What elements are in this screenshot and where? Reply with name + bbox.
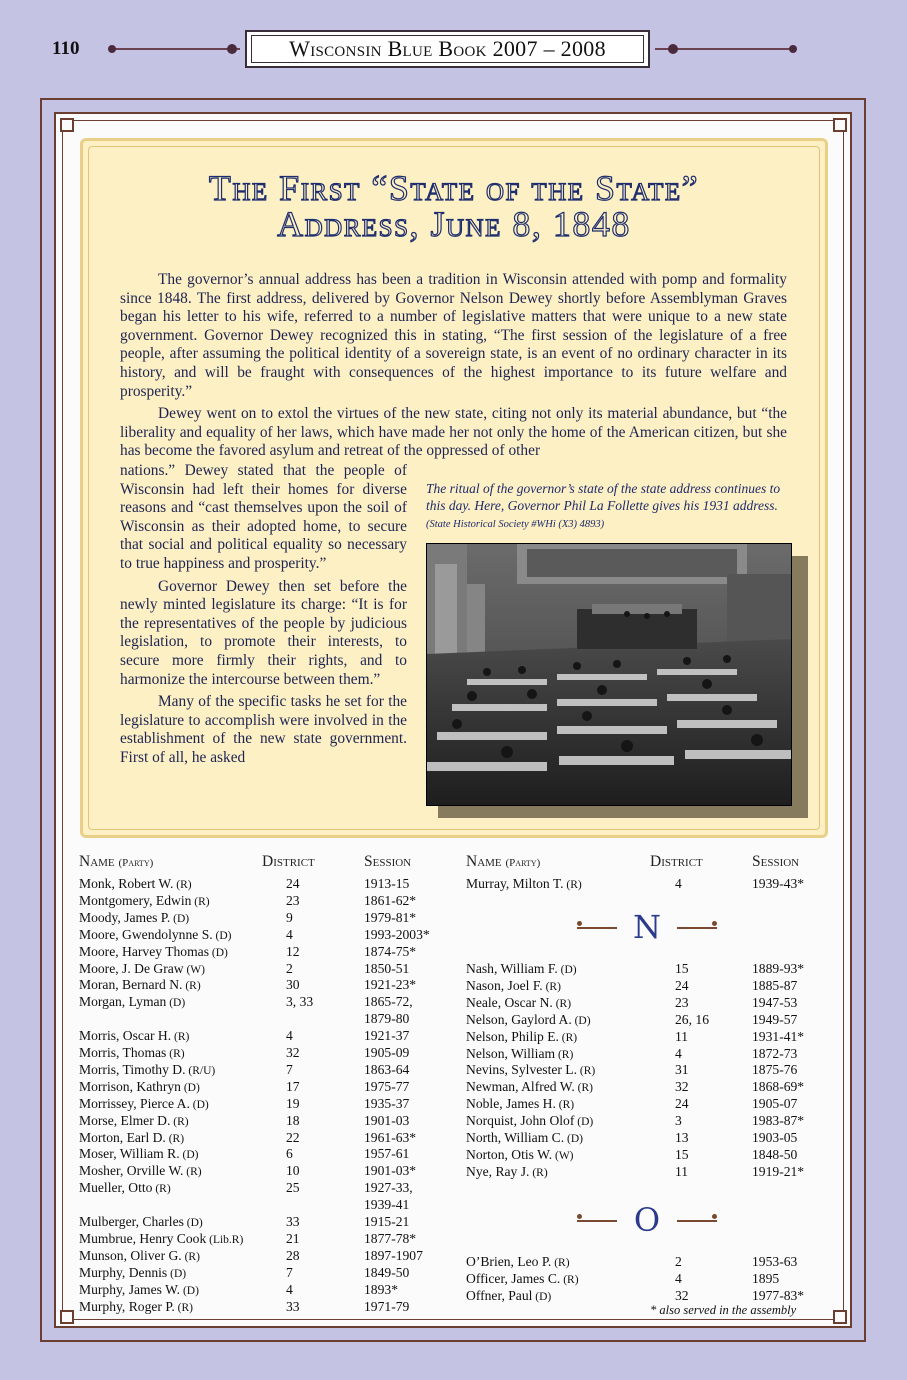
session-value: 1901-03* bbox=[364, 1163, 417, 1179]
legislator-name: Morgan, Lyman bbox=[79, 994, 167, 1010]
photo-illustration bbox=[427, 544, 791, 805]
party-label: (D) bbox=[189, 1098, 209, 1111]
district-value: 31 bbox=[675, 1062, 689, 1078]
paragraph: Governor Dewey then set before the newly minted legislature its charge: “It is for the representatives of the people by judicious legislation, to promote their interests, to secure more firmly their rights, and to harmonize the intercourse between them.” bbox=[120, 577, 407, 688]
session-value: 1861-62* bbox=[364, 892, 417, 908]
table-row bbox=[79, 1163, 417, 1181]
district-value: 7 bbox=[286, 1264, 293, 1280]
session-value: 1848-50 bbox=[752, 1146, 798, 1162]
district-value: 24 bbox=[675, 1096, 689, 1112]
table-row bbox=[79, 892, 417, 911]
session-value: 1927-33, bbox=[364, 1180, 413, 1196]
legislator-name: Mumbrue, Henry Cook bbox=[79, 1230, 207, 1246]
district-value: 9 bbox=[286, 909, 293, 925]
table-row bbox=[466, 1163, 805, 1182]
district-value: 32 bbox=[286, 1045, 300, 1060]
legislator-name: Officer, James C. bbox=[466, 1270, 561, 1286]
party-label: (R) bbox=[170, 1115, 189, 1128]
table-row bbox=[466, 1130, 798, 1148]
legislator-name: Morton, Earl D. bbox=[79, 1129, 166, 1145]
party-label: (R) bbox=[563, 879, 582, 891]
session-value: 1850-51 bbox=[364, 960, 410, 976]
legislator-name: Morris, Thomas bbox=[79, 1045, 167, 1060]
session-value: 1889-93* bbox=[752, 961, 805, 976]
header-ornament bbox=[108, 45, 116, 53]
table-row bbox=[466, 1270, 780, 1289]
district-value: 32 bbox=[675, 1079, 689, 1095]
table-row bbox=[79, 943, 417, 962]
district-value: 24 bbox=[286, 876, 300, 891]
district-value: 13 bbox=[675, 1130, 689, 1145]
party-label: (R) bbox=[165, 1132, 185, 1145]
party-label: (R) bbox=[542, 980, 561, 993]
session-value: 1903-05 bbox=[752, 1130, 798, 1145]
party-label: (R) bbox=[558, 1031, 578, 1044]
legislator-name: Moser, William R. bbox=[79, 1146, 180, 1162]
table-row bbox=[79, 1180, 413, 1198]
paragraph: nations.” Dewey stated that the people of Wisconsin had left their homes for diverse reasons and “cast themselves upon the soil of Wisconsin as their adopted home, to secure that social and political equality so necessary to true happiness and prosperity.” bbox=[120, 462, 407, 572]
feature-body-column bbox=[120, 462, 407, 768]
party-label: (D) bbox=[179, 1149, 199, 1162]
legislator-name: Nelson, Philip E. bbox=[466, 1028, 559, 1044]
legislator-name: Murray, Milton T. bbox=[466, 876, 564, 891]
legislator-name: Munson, Oliver G. bbox=[79, 1247, 182, 1263]
session-value: 1893* bbox=[364, 1281, 398, 1297]
district-value: 3 bbox=[675, 1113, 682, 1129]
party-label: (D) bbox=[180, 1081, 200, 1094]
district-value: 18 bbox=[286, 1112, 300, 1128]
session-value: 1913-15 bbox=[364, 876, 410, 891]
party-label: (D) bbox=[209, 946, 228, 959]
party-label: (D) bbox=[212, 929, 232, 942]
district-value: 30 bbox=[286, 977, 300, 993]
legislator-name: Murphy, James W. bbox=[79, 1281, 181, 1297]
legislature-photo bbox=[426, 543, 792, 806]
legislator-name: Montgomery, Edwin bbox=[79, 892, 192, 908]
footnote: * also served in the assembly bbox=[650, 1303, 797, 1317]
session-value: 1971-79 bbox=[364, 1298, 410, 1314]
district-value: 26, 16 bbox=[675, 1011, 709, 1027]
party-label: (R) bbox=[529, 1166, 548, 1179]
table-row bbox=[466, 1146, 798, 1165]
party-label: (R) bbox=[555, 1099, 575, 1112]
feature-title-line2: Address, June 8, 1848 bbox=[277, 204, 631, 244]
legislator-name: Norquist, John Olof bbox=[466, 1113, 575, 1129]
table-row bbox=[466, 994, 798, 1013]
legislator-name: Morrison, Kathryn bbox=[79, 1078, 181, 1094]
district-value: 4 bbox=[286, 926, 293, 942]
party-label: (D) bbox=[167, 1267, 187, 1280]
district-value: 4 bbox=[675, 1270, 682, 1286]
party-label: (R) bbox=[555, 1048, 574, 1061]
party-label: (R) bbox=[171, 1031, 190, 1044]
party-label: (R) bbox=[166, 1048, 185, 1060]
district-value: 2 bbox=[675, 1254, 682, 1269]
legislator-name: Mulberger, Charles bbox=[79, 1214, 184, 1229]
district-value: 23 bbox=[675, 994, 689, 1010]
page-number: 110 bbox=[52, 38, 80, 59]
district-value: 33 bbox=[286, 1214, 300, 1229]
district-value: 28 bbox=[286, 1247, 300, 1263]
party-label: (R) bbox=[552, 997, 572, 1010]
district-value: 4 bbox=[286, 1028, 293, 1044]
feature-body-wide bbox=[120, 271, 787, 461]
district-value: 7 bbox=[286, 1061, 293, 1077]
district-value: 10 bbox=[286, 1163, 300, 1179]
table-row bbox=[79, 1281, 398, 1300]
table-row bbox=[79, 1214, 410, 1232]
session-value: 1863-64 bbox=[364, 1061, 410, 1077]
party-label: (W) bbox=[552, 1149, 574, 1162]
district-value: 15 bbox=[675, 961, 689, 976]
legislator-name: Moran, Bernard N. bbox=[79, 977, 183, 993]
party-label: (R) bbox=[152, 1183, 171, 1196]
session-value: 1993-2003* bbox=[364, 926, 430, 942]
feature-title bbox=[86, 170, 822, 242]
photo-caption bbox=[426, 480, 790, 533]
session-value: 1885-87 bbox=[752, 977, 798, 993]
frame-corner bbox=[60, 118, 74, 132]
session-value: 1949-57 bbox=[752, 1011, 798, 1027]
table-row bbox=[466, 1254, 798, 1272]
party-label: (R) bbox=[174, 1301, 194, 1314]
table-row bbox=[79, 1230, 417, 1249]
legislator-name: Murphy, Dennis bbox=[79, 1264, 168, 1280]
party-label: (R) bbox=[183, 1166, 202, 1179]
table-row bbox=[466, 1011, 798, 1030]
party-label: (D) bbox=[571, 1014, 591, 1027]
table-row bbox=[466, 1062, 798, 1080]
legislator-name: Norton, Otis W. bbox=[466, 1146, 553, 1162]
party-label: (R) bbox=[173, 879, 192, 891]
session-value: 1921-23* bbox=[364, 977, 417, 993]
paragraph: Dewey went on to extol the virtues of the new state, citing not only its material abundance, but “the liberality and equality of her laws, which have made her not only the home of the American citizen, but she has become the favored asylum and retreat of the oppressed of other bbox=[120, 405, 787, 460]
party-label: (D) bbox=[183, 1217, 203, 1229]
session-value: 1983-87* bbox=[752, 1113, 805, 1129]
party-label: (D) bbox=[180, 1284, 199, 1297]
table-row bbox=[79, 977, 417, 995]
legislator-name: Nelson, Gaylord A. bbox=[466, 1011, 572, 1027]
header-ornament bbox=[668, 44, 678, 54]
session-value: 1865-72, bbox=[364, 994, 413, 1010]
district-value: 22 bbox=[286, 1129, 300, 1145]
district-value: 4 bbox=[675, 876, 682, 891]
party-label: (R) bbox=[574, 1082, 593, 1095]
table-row bbox=[79, 1045, 410, 1063]
district-value: 23 bbox=[286, 892, 300, 908]
district-value: 24 bbox=[675, 977, 689, 993]
paragraph: Many of the specific tasks he set for the legislature to accomplish were involved in the establishment of the new state government. First of all, he asked bbox=[120, 693, 407, 766]
session-value: 1939-41 bbox=[364, 1197, 410, 1213]
column-header-name: Name (Party) bbox=[466, 853, 541, 870]
table-row bbox=[79, 994, 413, 1012]
district-value: 21 bbox=[286, 1230, 300, 1246]
session-value: 1895 bbox=[752, 1270, 780, 1286]
frame-corner bbox=[60, 1310, 74, 1324]
legislator-name: Morrissey, Pierce A. bbox=[79, 1095, 190, 1111]
district-value: 4 bbox=[286, 1281, 293, 1297]
table-row bbox=[79, 1247, 423, 1266]
table-row bbox=[79, 1112, 410, 1131]
district-value: 6 bbox=[286, 1146, 293, 1162]
table-row bbox=[466, 1096, 798, 1114]
section-letter-n: N bbox=[577, 908, 717, 946]
book-title: Wisconsin Blue Book 2007 – 2008 bbox=[245, 30, 650, 68]
session-value: 1919-21* bbox=[752, 1163, 805, 1179]
session-value: 1868-69* bbox=[752, 1079, 805, 1095]
session-value: 1935-37 bbox=[364, 1095, 410, 1111]
legislator-name: O’Brien, Leo P. bbox=[466, 1254, 552, 1269]
session-value: 1874-75* bbox=[364, 943, 417, 959]
session-value: 1905-09 bbox=[364, 1045, 410, 1060]
legislator-name: Mueller, Otto bbox=[79, 1180, 153, 1196]
paragraph: The governor’s annual address has been a tradition in Wisconsin attended with pomp and formality since 1848. The first address, delivered by Governor Nelson Dewey shortly before Assemblyman Graves began his letter to his wife, referred to a number of legislative matters that were unique to a new state government. Governor Dewey recognized this in stating, “The first session of the legislature of a free people, after assuming the political identity of a sovereign state, is an event of no ordinary character in its history, and will be fraught with consequences of the highest importance to its future welfare and prosperity.” bbox=[120, 271, 787, 400]
legislator-name: Monk, Robert W. bbox=[79, 876, 174, 891]
table-row bbox=[79, 960, 410, 979]
session-value: 1905-07 bbox=[752, 1096, 798, 1112]
header-rule-left bbox=[112, 48, 240, 50]
session-value: 1977-83* bbox=[752, 1287, 805, 1303]
caption-credit: (State Historical Society #WHi (X3) 4893) bbox=[426, 519, 605, 530]
district-value: 19 bbox=[286, 1095, 300, 1111]
legislator-name: Neale, Oscar N. bbox=[466, 994, 553, 1010]
session-value: 1915-21 bbox=[364, 1214, 410, 1229]
session-value: 1953-63 bbox=[752, 1254, 798, 1269]
party-label: (R) bbox=[560, 1273, 579, 1286]
column-header-district: District bbox=[262, 853, 315, 870]
table-row bbox=[466, 1287, 805, 1306]
table-row bbox=[79, 1028, 410, 1046]
district-value: 15 bbox=[675, 1146, 689, 1162]
section-letter-o: O bbox=[577, 1201, 717, 1239]
session-value: 1961-63* bbox=[364, 1129, 417, 1145]
district-value: 2 bbox=[286, 960, 293, 976]
session-value: 1957-61 bbox=[364, 1146, 410, 1162]
legislator-name: Mosher, Orville W. bbox=[79, 1163, 184, 1179]
legislator-name: Nash, William F. bbox=[466, 961, 558, 976]
frame-corner bbox=[833, 1310, 847, 1324]
legislator-name: Nelson, William bbox=[466, 1045, 556, 1061]
district-value: 11 bbox=[675, 1028, 689, 1044]
table-row bbox=[466, 1028, 805, 1047]
table-row bbox=[466, 1079, 805, 1097]
party-label: (R) bbox=[181, 1250, 200, 1263]
session-value: 1901-03 bbox=[364, 1112, 410, 1128]
district-value: 32 bbox=[675, 1287, 689, 1303]
table-row bbox=[79, 1129, 417, 1148]
table-row bbox=[79, 926, 430, 945]
legislator-name: Morse, Elmer D. bbox=[79, 1112, 171, 1128]
session-value: 1975-77 bbox=[364, 1078, 410, 1094]
table-row bbox=[466, 1113, 805, 1131]
party-label: (D) bbox=[166, 997, 186, 1010]
column-header-district: District bbox=[650, 853, 703, 870]
party-label: (R) bbox=[577, 1065, 596, 1078]
party-label: (D) bbox=[170, 912, 190, 925]
party-label: (Lib.R) bbox=[206, 1233, 244, 1246]
table-row bbox=[466, 876, 805, 894]
table-row bbox=[79, 909, 417, 928]
header-ornament bbox=[227, 44, 237, 54]
district-value: 25 bbox=[286, 1180, 300, 1196]
table-row bbox=[79, 1061, 410, 1080]
column-header-session: Session bbox=[364, 853, 412, 870]
legislator-name: Nevins, Sylvester L. bbox=[466, 1062, 578, 1078]
session-value: 1872-73 bbox=[752, 1045, 798, 1061]
feature-title-line1: The First “State of the State” bbox=[208, 168, 700, 208]
table-row bbox=[466, 977, 798, 996]
column-header-session: Session bbox=[752, 853, 800, 870]
legislator-name: Noble, James H. bbox=[466, 1096, 556, 1112]
legislator-name: Moore, J. De Graw bbox=[79, 960, 184, 976]
session-value: 1939-43* bbox=[752, 876, 805, 891]
district-value: 3, 33 bbox=[286, 994, 314, 1010]
party-label: (D) bbox=[574, 1116, 594, 1129]
session-value: 1897-1907 bbox=[364, 1247, 423, 1263]
district-value: 17 bbox=[286, 1078, 300, 1094]
table-row bbox=[79, 1146, 410, 1164]
legislator-name: Newman, Alfred W. bbox=[466, 1079, 575, 1095]
legislator-name: Moody, James P. bbox=[79, 909, 171, 925]
district-value: 12 bbox=[286, 943, 300, 959]
legislator-name: Morris, Timothy D. bbox=[79, 1061, 186, 1077]
header-ornament bbox=[789, 45, 797, 53]
legislator-name: North, William C. bbox=[466, 1130, 565, 1145]
session-value: 1931-41* bbox=[752, 1028, 805, 1044]
session-value: 1849-50 bbox=[364, 1264, 410, 1280]
legislator-name: Nye, Ray J. bbox=[466, 1163, 530, 1179]
party-label: (W) bbox=[183, 963, 205, 976]
legislator-name: Nason, Joel F. bbox=[466, 977, 543, 993]
session-value: 1921-37 bbox=[364, 1028, 410, 1044]
party-label: (D) bbox=[557, 964, 577, 976]
district-value: 33 bbox=[286, 1298, 300, 1314]
party-label: (D) bbox=[532, 1290, 552, 1303]
party-label: (R) bbox=[191, 895, 210, 908]
session-value: 1979-81* bbox=[364, 909, 417, 925]
session-value: 1875-76 bbox=[752, 1062, 798, 1078]
legislator-name: Moore, Gwendolynne S. bbox=[79, 926, 213, 942]
caption-text: The ritual of the governor’s state of the state address continues to this day. Here, Governor Phil La Follette gives his 1931 address. bbox=[426, 481, 781, 513]
table-row bbox=[79, 1078, 410, 1097]
session-value: 1947-53 bbox=[752, 994, 798, 1010]
legislator-name: Morris, Oscar H. bbox=[79, 1028, 172, 1044]
party-label: (R) bbox=[182, 980, 201, 993]
table-row bbox=[79, 876, 410, 894]
table-row bbox=[466, 1045, 798, 1064]
party-label: (R) bbox=[551, 1257, 570, 1269]
party-label: (D) bbox=[564, 1133, 583, 1145]
session-value: 1877-78* bbox=[364, 1230, 417, 1246]
column-header-name: Name (Party) bbox=[79, 853, 154, 870]
session-value: 1879-80 bbox=[364, 1011, 410, 1027]
legislator-name: Moore, Harvey Thomas bbox=[79, 943, 209, 959]
table-row bbox=[79, 1264, 410, 1283]
frame-corner bbox=[833, 118, 847, 132]
table-row bbox=[79, 1095, 410, 1114]
table-row bbox=[79, 1298, 410, 1317]
party-label: (R/U) bbox=[185, 1064, 216, 1077]
district-value: 4 bbox=[675, 1045, 682, 1061]
district-value: 11 bbox=[675, 1163, 689, 1179]
legislator-name: Offner, Paul bbox=[466, 1287, 533, 1303]
table-row bbox=[466, 961, 805, 979]
legislator-name: Murphy, Roger P. bbox=[79, 1298, 175, 1314]
